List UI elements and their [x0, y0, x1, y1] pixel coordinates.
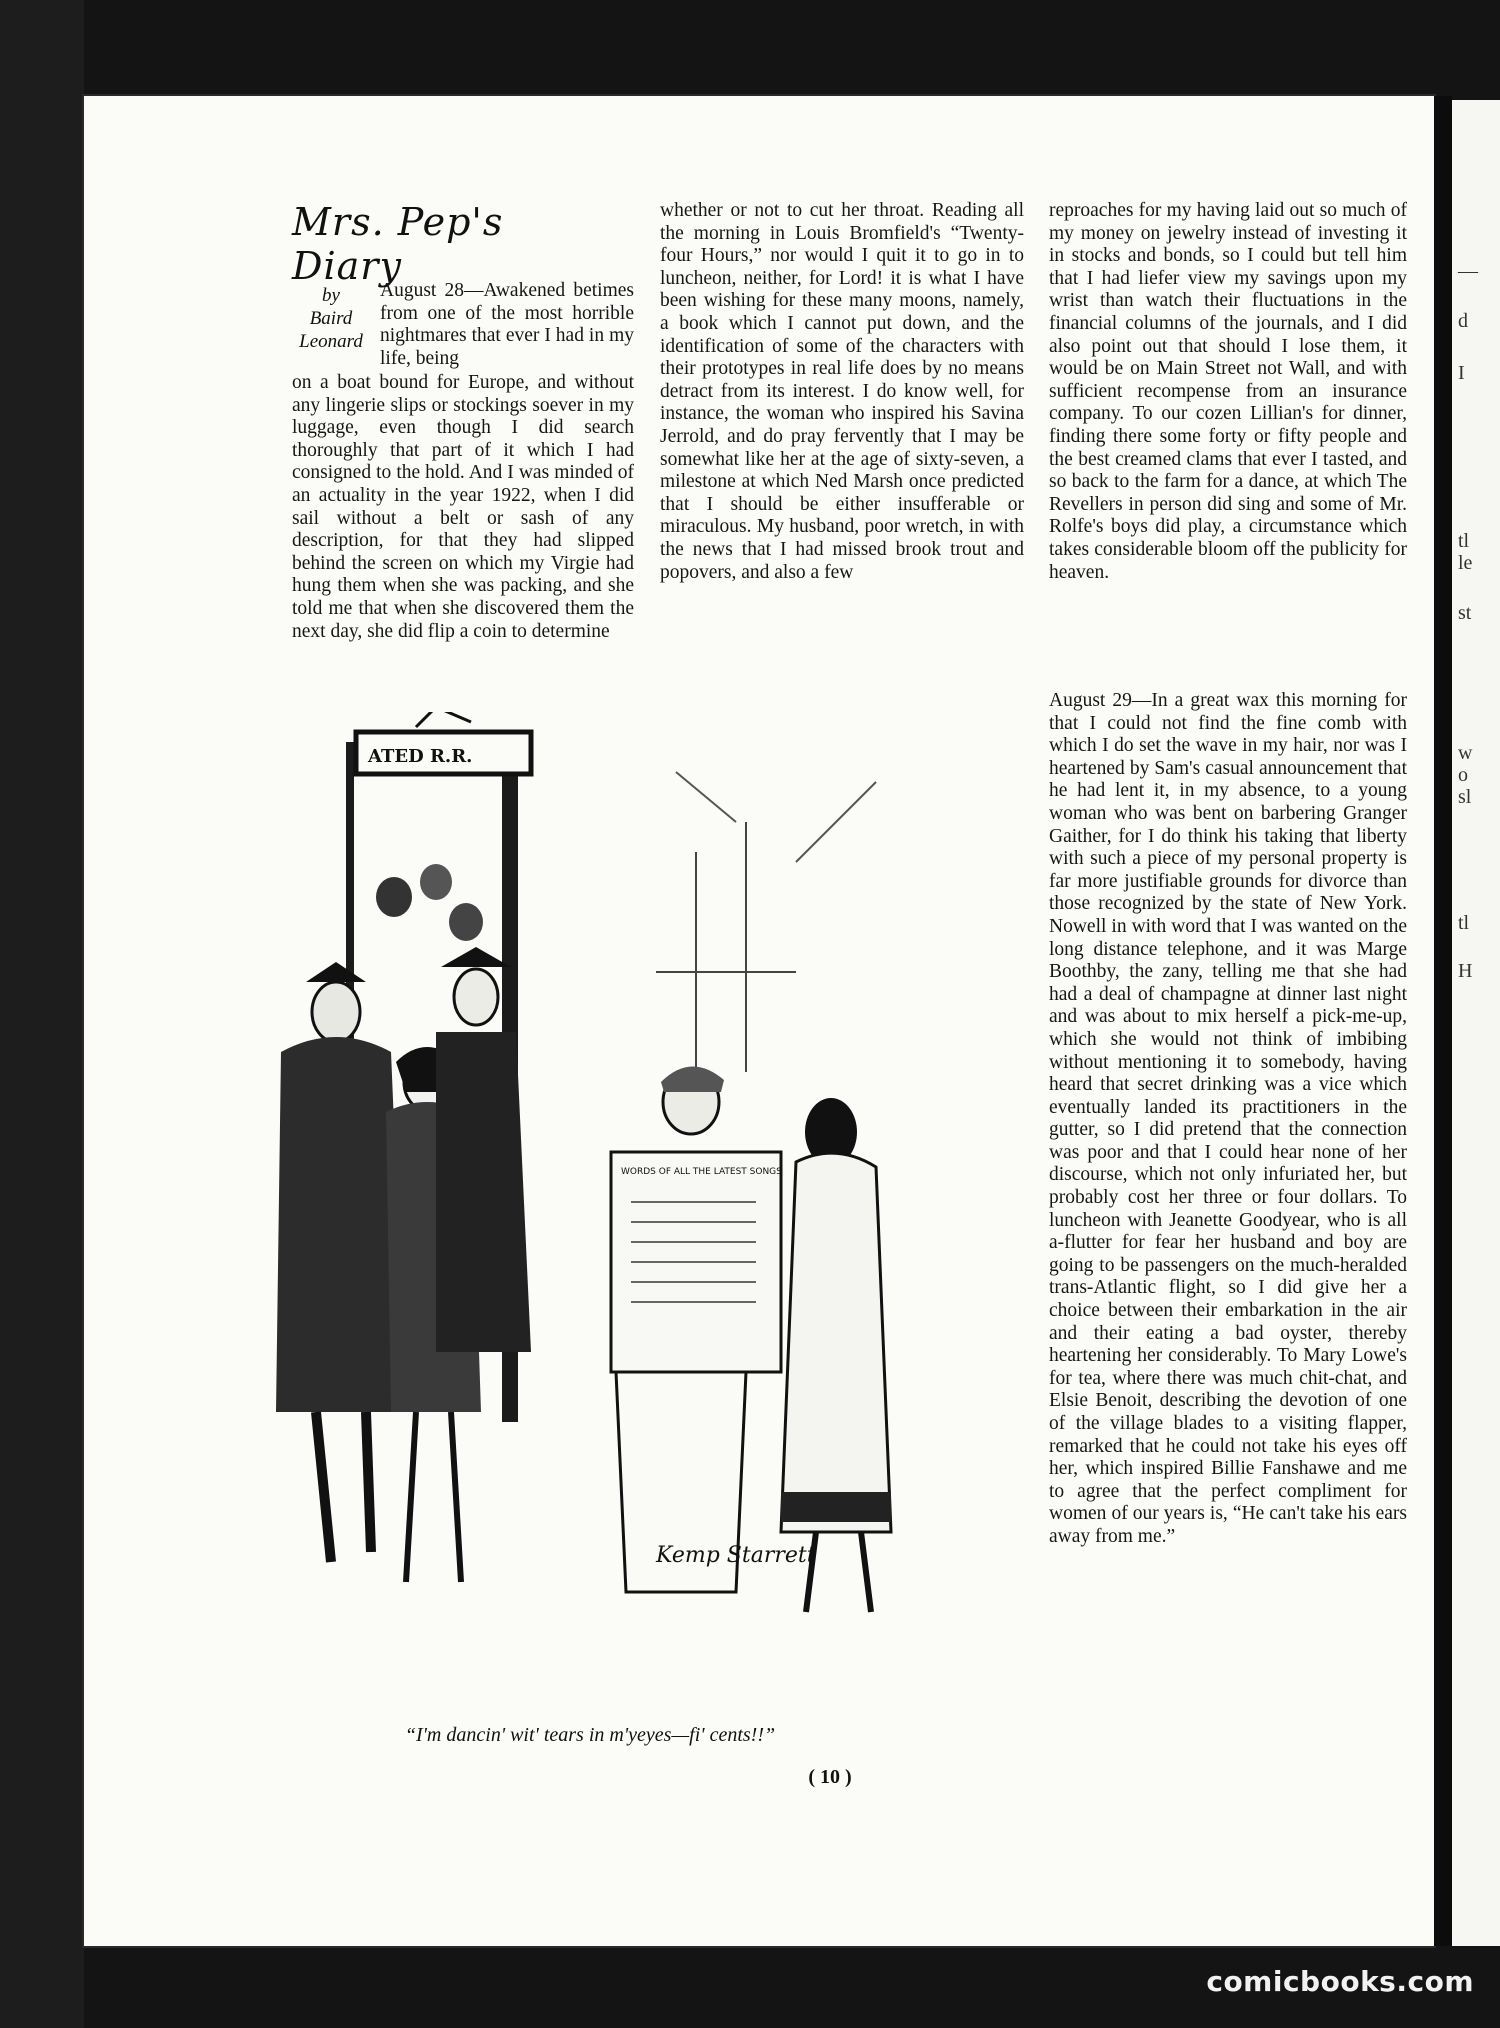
man-face [312, 982, 360, 1042]
adjacent-text-fragment: d [1458, 310, 1468, 332]
fur-trim [781, 1492, 891, 1522]
adjacent-text-fragment: tl [1458, 530, 1470, 552]
adjacent-text-fragment: tl [1458, 912, 1470, 934]
hat [306, 962, 366, 982]
page-gutter [1434, 96, 1452, 1946]
song-sheet-text: WORDS OF ALL THE LATEST SONGS [621, 1167, 782, 1177]
watermark: comicbooks.com [1206, 1965, 1474, 1998]
adjacent-text-fragment: w [1458, 742, 1473, 764]
woman-light-coat [781, 1153, 891, 1532]
adjacent-text-fragment: le [1458, 552, 1473, 574]
column-1-body [292, 372, 634, 643]
adjacent-page-edge [1452, 100, 1500, 1946]
adjacent-text-fragment: sl [1458, 786, 1472, 808]
crowd-figure [420, 864, 452, 900]
paragraph: on a boat bound for Europe, and without any lingerie slips or stockings soever in my luggage, even though I did search thoroughly that part of it which I had consigned to the hold. And I was minded of an actuality in the year 1922, when I did sail without a belt or sash of any description, for that they had slipped behind the screen on which my Virgie had hung them when she was packing, and she told me that when she discovered them the next day, she did flip a coin to determine [292, 372, 634, 642]
artist-signature: Kemp Starrett [656, 1543, 816, 1568]
man-suit [436, 1032, 531, 1352]
paragraph: reproaches for my having laid out so much of my money on jewelry instead of investing it in stocks and bonds, so I could but tell him that I had liefer view my savings upon my wrist than watch their fluctuations in the financial columns of the journals, and I did also point out that should I lose them, it would be on Main Street not Wall, and with sufficient recompense from an insurance company. To our cozen Lillian's for dinner, finding there some forty or fifty people and the best creamed clams that ever I tasted, and so back to the farm for a dance, at which The Revellers in person did sing and some of Mr. Rolfe's boys did play, a circumstance which takes considerable bloom off the publicity for heaven. [1049, 200, 1407, 583]
hat [441, 947, 511, 967]
adjacent-text-fragment: st [1458, 602, 1472, 624]
byline [292, 284, 370, 353]
adjacent-text-fragment: H [1458, 960, 1473, 982]
background-buildings [656, 822, 796, 1072]
paragraph: August 28—Awakened betimes from one of the most horrible nightmares that ever I had in my life, being [380, 280, 634, 369]
paragraph: August 29—In a great wax this morning for that I could not find the fine comb with which I do set the wave in my hair, nor was I heartened by Sam's casual announcement that he had lent it, in my absence, to a young woman who was bent on barbering Granger Gaither, for I do think his taking that liberty with such a piece of my personal property is far more justifiable grounds for divorce than those recognized by the state of New York. Nowell in with word that I was wanted on the long distance telephone, and it was Marge Boothby, the zany, telling me that she had had a deal of champagne at dinner last night and was about to mix herself a pick-me-up, which she would not think of imbibing without mentioning it to somebody, having heard that secret drinking was a vice which eventually landed its practitioners in the gutter, so I did pretend that the connection was poor and that I could hear none of her discourse, which not only infuriated her, but probably cost her three or four dollars. To luncheon with Jeanette Goodyear, who is all a-flutter for fear her husband and boy are going to be passengers on the much-heralded trans-Atlantic flight, so I did give her a choice between their embarkation in the air and their eating a bad oyster, thereby heartening her considerably. To Mary Lowe's for tea, where there was much chit-chat, and Elsie Benoit, describing the devotion of one of the village blades to a visiting flapper, remarked that he could not take his eyes off her, which inspired Billie Fanshawe and me to agree that the perfect compliment for women of our years is, “He can't take his ears away from me.” [1049, 690, 1407, 1547]
column-3-body [1049, 690, 1407, 1549]
woman-legs [806, 1532, 871, 1612]
woman-legs [406, 1412, 461, 1582]
man-overcoat [276, 1037, 406, 1412]
page-number: ( 10 ) [808, 1766, 852, 1788]
crowd-figure [376, 877, 412, 917]
article-title: Mrs. Pep's Diary [292, 200, 504, 288]
man-legs [316, 1412, 371, 1562]
byline-by: by [322, 285, 340, 306]
newsboy-cap [661, 1066, 724, 1092]
crowd-figure [449, 903, 483, 941]
adjacent-text-fragment: I [1458, 362, 1465, 384]
illustration-caption: “I'm dancin' wit' tears in m'yeyes—fi' cents!!” [404, 1724, 776, 1746]
column-1-top [380, 280, 634, 370]
adjacent-text-fragment: — [1458, 260, 1478, 282]
sketch-line [416, 712, 471, 727]
byline-author: Baird Leonard [299, 308, 363, 352]
man-face [454, 969, 498, 1025]
sketch-line [676, 772, 876, 862]
paragraph: whether or not to cut her throat. Reading all the morning in Louis Bromfield's “Twenty-four Hours,” nor would I quit it to go in to luncheon, neither, for Lord! it is what I have been wishing for these many moons, namely, a book which I cannot put down, and the identification of some of the characters with their prototypes in real life does by no means detract from its interest. I do know well, for instance, the woman who inspired his Savina Jerrold, and do pray fervently that I may be somewhat like her at the age of sixty-seven, a milestone at which Ned Marsh once predicted that I should be either insufferable or miraculous. My husband, poor wretch, in with the news that I had missed brook trout and popovers, and also a few [660, 200, 1024, 583]
station-sign-text: ATED R.R. [368, 746, 473, 767]
adjacent-text-fragment: o [1458, 764, 1468, 786]
street-scene-illustration [276, 712, 896, 1632]
left-binding-edge [0, 0, 84, 2028]
column-2 [660, 200, 1024, 584]
column-3-top [1049, 200, 1407, 584]
